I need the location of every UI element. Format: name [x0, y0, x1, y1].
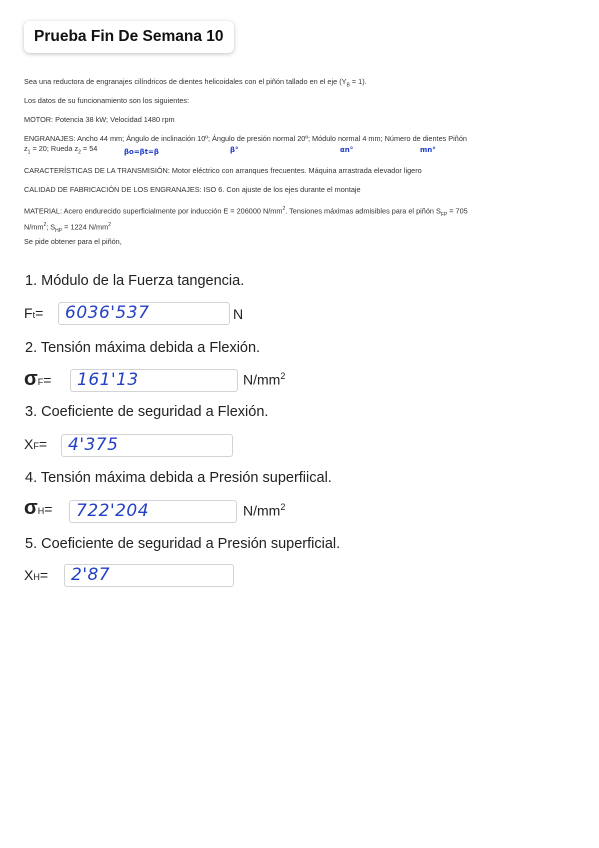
transmission-data: CARACTERÍSTICAS DE LA TRANSMISIÓN: Motor eléctrico con arranques frecuentes. Máquina arrastrada elevador ligero [24, 166, 422, 175]
answer-label-ft: F t = [24, 305, 44, 321]
answer-label-sigma-f: σ F = [24, 368, 52, 390]
question-3: 3. Coeficiente de seguridad a Flexión. [25, 404, 269, 420]
answer-field-xh[interactable] [64, 564, 234, 587]
material-data: MATERIAL: Acero endurecido superficialmente por inducción E = 206000 $N/mm^2$. Tensiones máximas admisibles para el piñón $S_{FP} = 705$ $N/mm^2$; $S_{HP} = 1224$ $N/mm^2$ [24, 206, 468, 234]
question-1: 1. Módulo de la Fuerza tangencia. [25, 273, 245, 289]
request-line: Se pide obtener para el piñón, [24, 237, 122, 246]
answer-value-xh: 2'87 [71, 565, 111, 585]
data-intro: Los datos de su funcionamiento son los siguientes: [24, 96, 190, 105]
answer-value-xf: 4'375 [68, 435, 119, 455]
answer-field-sigma-f[interactable] [70, 369, 238, 392]
answer-value-sigma-h: 722'204 [76, 501, 150, 521]
unit-sigma-h: $N/mm^2$ [243, 502, 286, 519]
question-2: 2. Tensión máxima debida a Flexión. [25, 340, 261, 356]
intro-line: Sea una reductora de engranajes cilíndricos de dientes helicoidales con el piñón tallado en el eje $(Y_B = 1)$. [24, 77, 367, 89]
page-title: Prueba Fin De Semana 10 [24, 21, 234, 53]
question-4: 4. Tensión máxima debida a Presión superfiical. [25, 470, 332, 486]
handwritten-module: mn° [420, 146, 436, 154]
answer-field-ft[interactable] [58, 302, 230, 325]
answer-value-ft: 6036'537 [65, 303, 150, 323]
question-5: 5. Coeficiente de seguridad a Presión superficial. [25, 536, 341, 552]
unit-sigma-f: $N/mm^2$ [243, 371, 286, 388]
gear-data: ENGRANAJES: Ancho 44 mm; Ángulo de inclinación 10º; Ángulo de presión normal 20º; Módulo normal 4 mm; Número de dientes Piñón $z_1 = 20$; Rueda $z_2 = 54$ [24, 134, 467, 156]
answer-field-xf[interactable] [61, 434, 233, 457]
quality-data: CALIDAD DE FABRICACIÓN DE LOS ENGRANAJES: ISO 6. Con ajuste de los ejes durante el montaje [24, 185, 361, 194]
answer-label-xh: X H = [24, 567, 49, 583]
answer-field-sigma-h[interactable] [69, 500, 237, 523]
answer-label-sigma-h: σ H = [24, 497, 53, 519]
answer-label-xf: X F = [24, 436, 48, 452]
handwritten-alpha: αn° [340, 146, 354, 154]
handwritten-beta-note: βo=βt=β [124, 148, 159, 156]
answer-value-sigma-f: 161'13 [77, 370, 139, 390]
handwritten-beta: β° [230, 146, 239, 154]
motor-data: MOTOR: Potencia 38 kW; Velocidad 1480 rpm [24, 115, 175, 124]
unit-ft: N [233, 306, 244, 322]
